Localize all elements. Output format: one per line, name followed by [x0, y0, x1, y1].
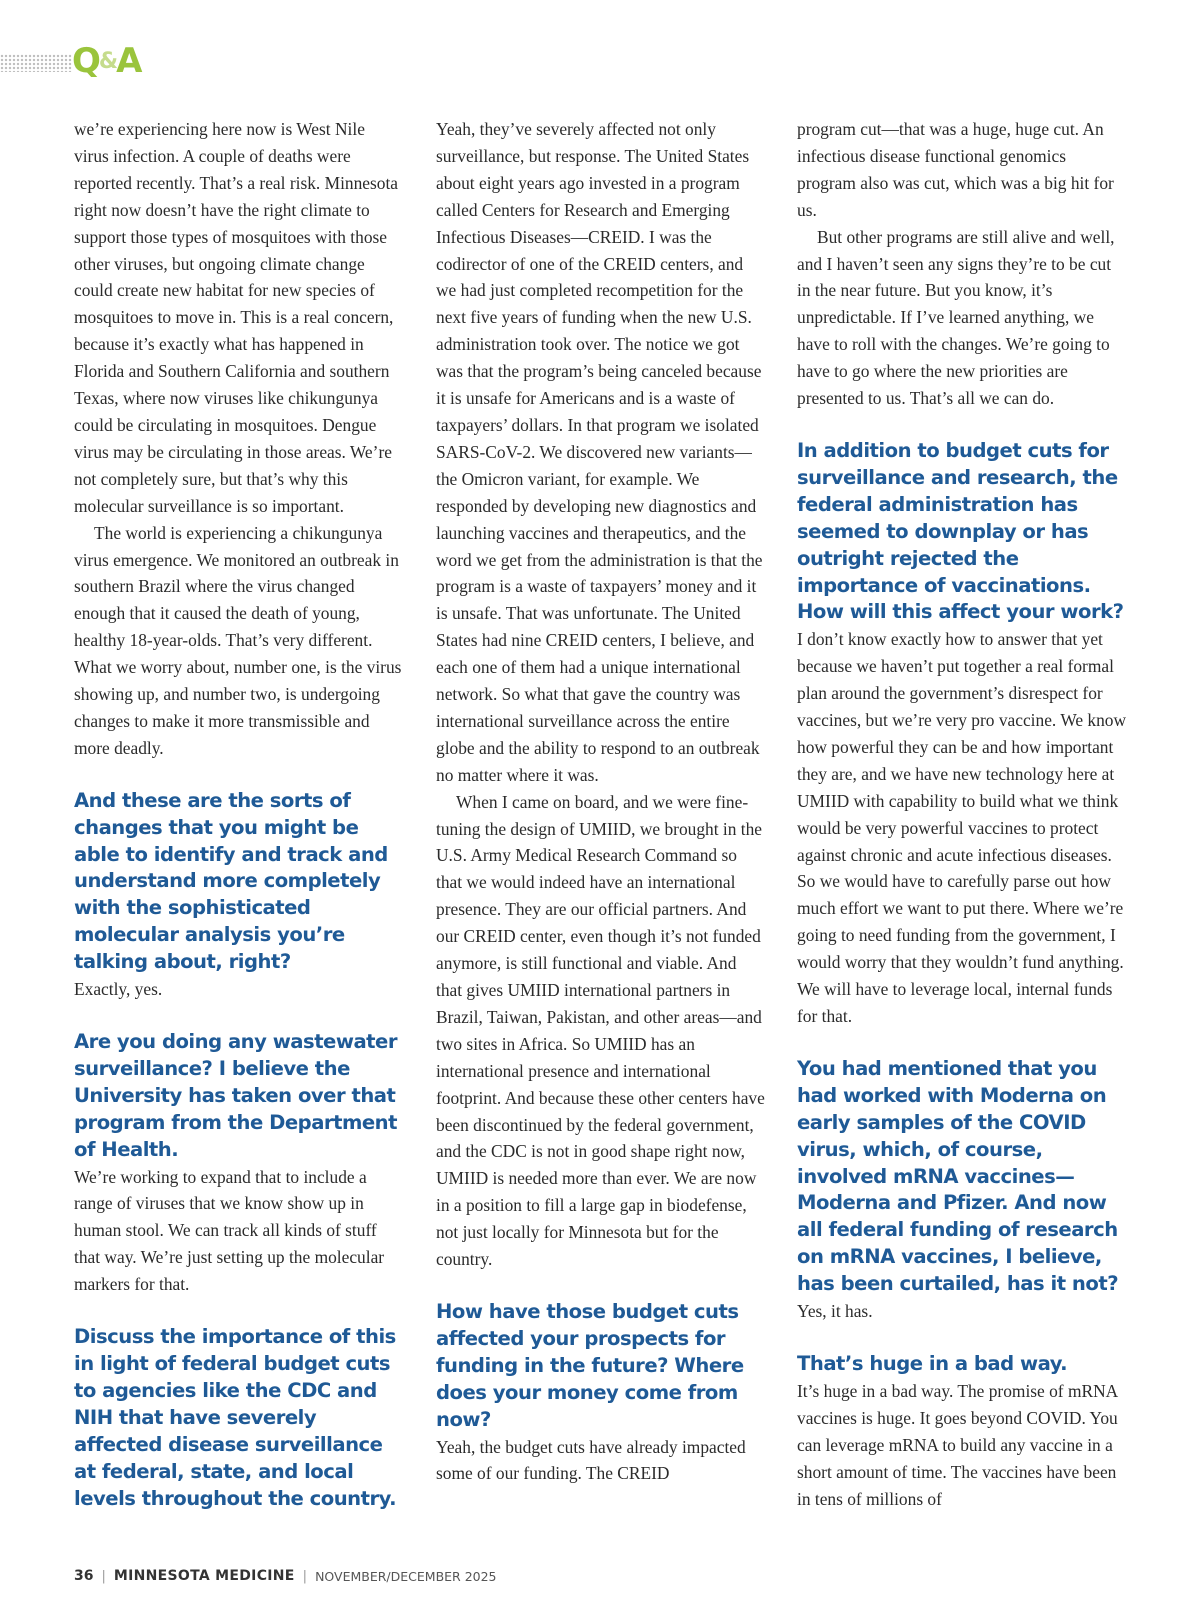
- answer-paragraph: Yes, it has.: [797, 1301, 873, 1322]
- qa-logo: [72, 42, 139, 85]
- question-heading: That’s huge in a bad way.: [797, 1351, 1068, 1375]
- column-2: [436, 116, 766, 1487]
- answer-paragraph: It’s huge in a bad way. The promise of mRNA vaccines is huge. It goes beyond COVID. You can leverage mRNA to build any vaccine in a short amount of time. The vaccines have been in tens of millions of: [797, 1380, 1118, 1509]
- page-number: 36: [74, 1568, 94, 1584]
- question-heading: And these are the sorts of changes that you might be able to identify and track and understand more completely with the sophisticated molecular analysis you’re talking about, right?: [74, 788, 388, 974]
- dot-pattern-decoration: [0, 54, 72, 72]
- qa-logo-a: A: [116, 41, 140, 81]
- question-heading: Are you doing any wastewater surveillance? I believe the University has taken over that program from the Department of Health.: [74, 1030, 397, 1161]
- footer-separator: |: [302, 1568, 308, 1584]
- qa-logo-ampersand: &: [98, 49, 116, 74]
- answer-paragraph: we’re experiencing here now is West Nile virus infection. A couple of deaths were reported recently. That’s a real risk. Minnesota right now doesn’t have the right climate to support those types of mosquitoes with those other viruses, but ongoing climate change could create new habitat for new species of mosquitoes to move in. This is a real concern, because it’s exactly what has happened in Florida and Southern California and southern Texas, where now viruses like chikungunya could be circulating in mosquitoes. Dengue virus may be circulating in those areas. We’re not completely sure, but that’s why this molecular surveillance is so important.: [74, 119, 399, 516]
- answer-paragraph: Yeah, they’ve severely affected not only surveillance, but response. The United States about eight years ago invested in a program called Centers for Research and Emerging Infectious Diseases—CREID. I was the codirector of one of the CREID centers, and we had just completed recompetition for the next five years of funding when the new U.S. administration took over. The notice we got was that the program’s being canceled because it is unsafe for Americans and is a waste of taxpayers’ dollars. In that program we isolated SARS-CoV-2. We discovered new variants—the Omicron variant, for example. We responded by developing new diagnostics and launching vaccines and therapeutics, and the word we get from the administration is that the program is a waste of taxpayers’ money and it is unsafe. That was unfortunate. The United States had nine CREID centers, I believe, and each one of them had a unique international network. So what that gave the country was international surveillance across the entire globe and the ability to respond to an outbreak no matter where it was.: [436, 119, 763, 785]
- answer-paragraph: Yeah, the budget cuts have already impacted some of our funding. The CREID: [436, 1436, 746, 1484]
- answer-paragraph: We’re working to expand that to include a range of viruses that we know show up in human stool. We can track all kinds of stuff that way. We’re just setting up the molecular markers for that.: [74, 1166, 385, 1295]
- qa-logo-q: Q: [72, 41, 98, 81]
- answer-paragraph: Exactly, yes.: [74, 979, 163, 1000]
- magazine-name: MINNESOTA MEDICINE: [113, 1568, 295, 1584]
- column-1: [74, 116, 404, 1512]
- answer-paragraph: But other programs are still alive and well, and I haven’t seen any signs they’re to be cut in the near future. But you know, it’s unpredictable. If I’ve learned anything, we have to roll with the changes. We’re going to have to go where the new priorities are presented to us. That’s all we can do.: [797, 226, 1115, 409]
- question-heading: In addition to budget cuts for surveillance and research, the federal administration has seemed to downplay or has outright rejected the importance of vaccinations. How will this affect your work?: [797, 438, 1124, 624]
- column-3: [797, 116, 1127, 1512]
- answer-paragraph: The world is experiencing a chikungunya virus emergence. We monitored an outbreak in southern Brazil where the virus changed enough that it caused the death of young, healthy 18-year-olds. That’s very different. What we worry about, number one, is the virus showing up, and number two, is undergoing changes to make it more transmissible and more deadly.: [74, 522, 402, 758]
- answer-paragraph: I don’t know exactly how to answer that yet because we haven’t put together a real formal plan around the government’s disrespect for vaccines, but we’re very pro vaccine. We know how powerful they can be and how important they are, and we have new technology here at UMIID with capability to build what we think would be very powerful vaccines to protect against chronic and acute infectious diseases. So we would have to carefully parse out how much effort we want to put there. Where we’re going to need funding from the government, I would worry that they wouldn’t fund anything. We will have to leverage local, internal funds for that.: [797, 629, 1127, 1026]
- header: [0, 40, 140, 80]
- footer-separator: |: [101, 1568, 106, 1584]
- question-heading: Discuss the importance of this in light of federal budget cuts to agencies like the CDC and NIH that have severely affected disease surveillance at federal, state, and local levels throughout the country.: [74, 1325, 397, 1510]
- question-heading: You had mentioned that you had worked with Moderna on early samples of the COVID virus, which, of course, involved mRNA vaccines—Moderna and Pfizer. And now all federal funding of research on mRNA vaccines, I believe, has been curtailed, has it not?: [797, 1056, 1119, 1296]
- footer: [74, 1566, 497, 1586]
- answer-paragraph: When I came on board, and we were fine-tuning the design of UMIID, we brought in the U.S. Army Medical Research Command so that we would indeed have an international presence. They are our official partners. And our CREID center, even though it’s not funded anymore, is still functional and viable. And that gives UMIID international partners in Brazil, Taiwan, Pakistan, and other areas—and two sites in Africa. So UMIID has an international presence and international footprint. And because these other centers have been discontinued by the federal government, and the CDC is not in good shape right now, UMIID is needed more than ever. We are now in a position to fill a large gap in biodefense, not just locally for Minnesota but for the country.: [436, 791, 765, 1270]
- question-heading: How have those budget cuts affected your prospects for funding in the future? Where does your money come from now?: [436, 1299, 744, 1431]
- answer-paragraph: program cut—that was a huge, huge cut. An infectious disease functional genomics program also was cut, which was a big hit for us.: [797, 119, 1114, 220]
- issue-date: NOVEMBER/DECEMBER 2025: [315, 1568, 497, 1584]
